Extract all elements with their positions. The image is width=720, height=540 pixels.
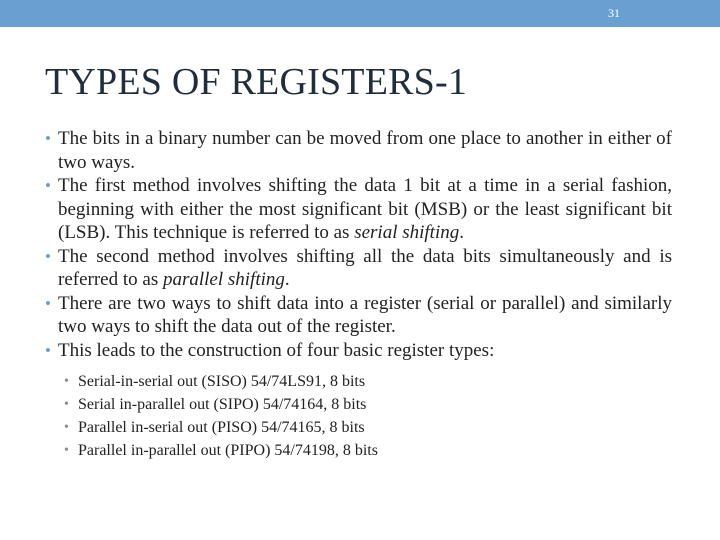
bullet-text-end: . [459, 222, 464, 243]
bullet-text: The second method involves shifting all the data bits simultaneously and is referred to as [58, 245, 672, 290]
bullet-item [45, 339, 672, 463]
bullet-list [45, 127, 672, 462]
bullet-text-end: . [284, 269, 290, 290]
bullet-item [45, 174, 672, 245]
sub-bullet-icon: • [64, 397, 69, 412]
sub-bullet-icon: • [64, 420, 69, 435]
bullet-text: The bits in a binary number can be moved from one place to another in either of two ways. [58, 128, 672, 173]
bullet-item [45, 245, 672, 292]
bullet-icon: • [45, 340, 51, 360]
sub-bullet-item [64, 393, 672, 416]
sub-bullet-text: Parallel in-serial out (PISO) 54/74165, 8 bits [78, 419, 365, 436]
bullet-icon: • [45, 246, 51, 266]
sub-bullet-list [58, 370, 672, 462]
slide-title: TYPES OF REGISTERS-1 [45, 61, 468, 103]
sub-bullet-text: Serial in-parallel out (SIPO) 54/74164, 8 bits [78, 396, 367, 413]
sub-bullet-icon: • [64, 374, 69, 389]
bullet-emphasis: serial shifting [354, 222, 460, 243]
sub-bullet-item [64, 370, 672, 393]
bullet-icon: • [45, 293, 51, 313]
sub-bullet-item [64, 416, 672, 439]
sub-bullet-icon: • [64, 443, 69, 458]
bullet-item [45, 292, 672, 339]
sub-bullet-text: Parallel in-parallel out (PIPO) 54/74198, 8 bits [78, 442, 378, 459]
header-bar [0, 0, 720, 27]
bullet-icon: • [45, 129, 51, 148]
bullet-item [45, 127, 672, 174]
bullet-text: This leads to the construction of four basic register types: [58, 339, 495, 361]
bullet-text: There are two ways to shift data into a register (serial or parallel) and similarly two ways to shift the data out of the register. [58, 292, 672, 337]
slide-number: 31 [608, 6, 620, 20]
sub-bullet-text: Serial-in-serial out (SISO) 54/74LS91, 8 bits [78, 373, 366, 390]
slide-content [45, 127, 672, 462]
sub-bullet-item [64, 439, 672, 462]
bullet-emphasis: parallel shifting [162, 269, 285, 290]
bullet-text: The first method involves shifting the data 1 bit at a time in a serial fashion, beginning with either the most significant bit (MSB) or the least significant bit (LSB). This technique is referred to as [58, 175, 672, 243]
bullet-icon: • [45, 176, 51, 195]
